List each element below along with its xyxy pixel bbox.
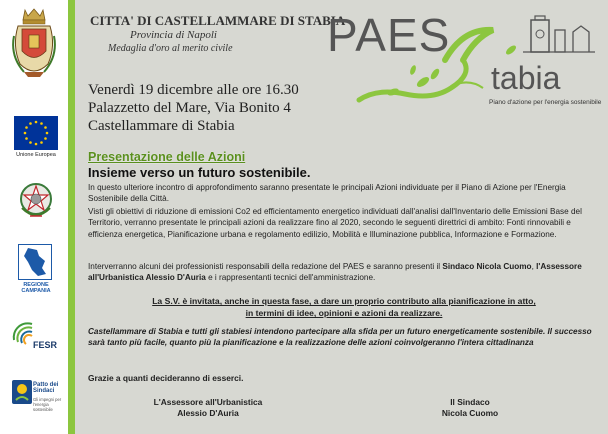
paragraph-objectives: Visti gli obiettivi di riduzione di emissioni Co2 ed efficientamento energetico individuati dall'analisi dall'Inventario delle Emissioni Base del Territorio, verranno presentate le principali azioni da realizzare fino al 2020, secondo le seguenti direttrici di ambito: Fonti rinnovabili e efficienza energetica, Pianificazione urbana e regolamento edilizio, Mobilità e Illuminazione pubblica, Informazione e Formazione. bbox=[88, 207, 582, 239]
campania-region-logo-icon bbox=[18, 244, 52, 280]
thanks-line: Grazie a quanti decideranno di esserci. bbox=[88, 373, 244, 383]
paragraph-intro: In questo ulteriore incontro di approfondimento saranno presentate le principali Azioni individuate per il Piano di Azione per l'Energia Sostenibile della Città. bbox=[88, 183, 566, 204]
event-date: Venerdì 19 dicembre alle ore 16.30 bbox=[88, 82, 299, 98]
patto-small-text: Gli impegni per l'energia sostenibile bbox=[33, 397, 62, 412]
fesr-label: FESR bbox=[32, 340, 57, 350]
logo-sidebar bbox=[0, 0, 68, 434]
main-panel bbox=[75, 0, 608, 434]
paragraph-speakers bbox=[88, 261, 600, 284]
speakers-assessore: l'Assessore all'Urbanistica Alessio D'Auria bbox=[88, 262, 582, 283]
city-coat-of-arms-icon bbox=[10, 6, 58, 81]
stabia-wordmark: tabia bbox=[491, 60, 561, 96]
province-name: Provincia di Napoli bbox=[130, 29, 217, 41]
signature-left-role: L'Assessore all'Urbanistica bbox=[153, 397, 263, 407]
signature-right-name: Nicola Cuomo bbox=[441, 408, 499, 418]
event-venue: Palazzetto del Mare, Via Bonito 4 bbox=[88, 100, 291, 116]
speakers-text-3: e i rappresentanti tecnici dell'amministrazione. bbox=[205, 273, 376, 283]
italian-republic-emblem-icon bbox=[16, 178, 56, 220]
eu-flag-icon bbox=[14, 116, 58, 150]
section-subtitle: Insieme verso un futuro sostenibile. bbox=[88, 165, 311, 180]
event-city: Castellammare di Stabia bbox=[88, 118, 235, 134]
speakers-text-1: Interverranno alcuni dei professionisti responsabili della redazione del PAES e saranno presenti il bbox=[88, 262, 443, 271]
patto-title bbox=[33, 382, 63, 394]
patto-sindaci-logo-icon bbox=[12, 380, 32, 404]
speakers-text-2: , bbox=[531, 262, 537, 271]
closing-statement: Castellammare di Stabia e tutti gli stabiesi intendono partecipare alla sfida per un futuro energeticamente sostenibile. Il successo sarà tanto più facile, quanto più la pianificazione e la realizzazione delle azioni coinvolgeranno l'intera cittadinanza bbox=[88, 327, 592, 348]
paes-stabia-logo bbox=[323, 8, 608, 118]
campania-caption: REGIONE CAMPANIA bbox=[21, 282, 51, 294]
paes-tagline: Piano d'azione per l'energia sostenibile bbox=[489, 99, 602, 106]
section-title: Presentazione delle Azioni bbox=[88, 150, 246, 164]
patto-line-2: Sindaci bbox=[33, 388, 55, 394]
green-divider-stripe bbox=[68, 0, 75, 434]
signature-left-name: Alessio D'Auria bbox=[177, 408, 239, 418]
paes-wordmark: PAES bbox=[327, 9, 451, 61]
speakers-sindaco: Sindaco Nicola Cuomo bbox=[442, 262, 532, 271]
medal-note: Medaglia d'oro al merito civile bbox=[108, 43, 233, 54]
eu-caption: Unione Europea bbox=[16, 152, 56, 158]
invite-line-2: in termini di idee, opinioni e azioni da realizzare. bbox=[245, 308, 443, 318]
city-name: CITTA' DI CASTELLAMMARE DI STABIA bbox=[90, 13, 346, 28]
patto-line-1: Patto dei bbox=[33, 382, 59, 388]
invite-line-1: La S.V. è invitata, anche in questa fase, a dare un proprio contributo alla pianificazione in atto, bbox=[152, 296, 536, 306]
signature-right-role: Il Sindaco bbox=[450, 397, 490, 407]
